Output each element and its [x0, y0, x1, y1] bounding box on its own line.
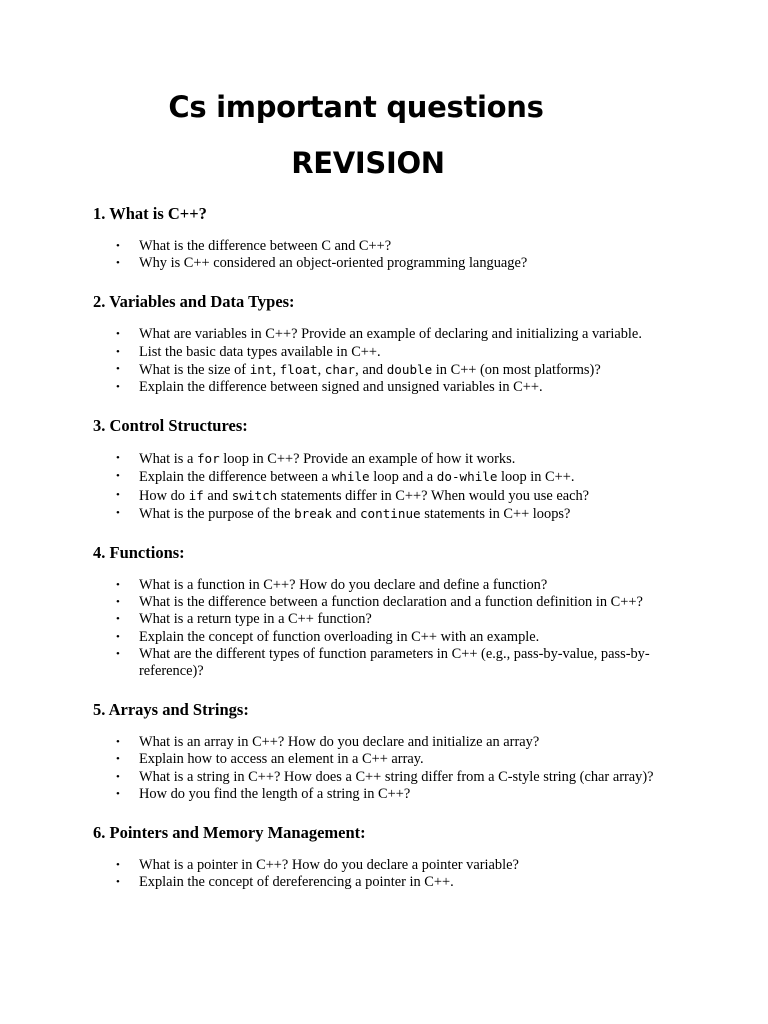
list-item: [93, 611, 669, 628]
item-text: What is the difference between a function declaration and a function definition in C++?: [139, 594, 643, 611]
question-section: [93, 823, 683, 911]
list-item: [93, 734, 669, 751]
list-item: [93, 487, 669, 505]
item-text: What is the size of: [139, 361, 250, 378]
item-text: List the basic data types available in C++.: [139, 343, 381, 360]
item-text: Why is C++ considered an object-oriented programming language?: [139, 255, 528, 272]
bullet-icon: •: [116, 630, 120, 643]
item-text: How do: [139, 487, 189, 504]
list-item: [93, 874, 669, 891]
list-item: [93, 769, 669, 786]
bullet-icon: •: [116, 647, 120, 660]
list-item: [93, 646, 669, 680]
bullet-icon: •: [116, 787, 120, 800]
bullet-icon: •: [116, 328, 120, 341]
questions-content: [93, 204, 683, 911]
item-text: , and: [355, 361, 387, 378]
inline-code: char: [324, 361, 356, 377]
question-list: [93, 436, 683, 543]
item-text: loop and a: [369, 469, 437, 486]
bullet-icon: •: [116, 240, 120, 252]
item-text: and: [331, 505, 360, 522]
item-text: What is the purpose of the: [139, 505, 295, 522]
inline-code: float: [279, 361, 318, 377]
question-section: [93, 416, 683, 543]
section-heading: 1. What is C++?: [93, 204, 207, 223]
list-item: [93, 786, 669, 803]
bullet-icon: •: [116, 257, 120, 270]
inline-code: if: [188, 487, 204, 503]
question-section: [93, 543, 683, 700]
list-item: [93, 468, 669, 486]
bullet-icon: •: [116, 362, 120, 375]
item-text: What is an array in C++? How do you declare and initialize an array?: [139, 734, 540, 751]
question-section: [93, 292, 683, 416]
inline-code: switch: [231, 487, 278, 503]
section-heading: 3. Control Structures:: [93, 416, 248, 436]
bullet-icon: •: [116, 381, 120, 394]
bullet-icon: •: [116, 470, 120, 483]
question-list: [93, 312, 683, 416]
item-text: Explain the concept of dereferencing a pointer in C++.: [139, 874, 454, 891]
list-item: [93, 344, 669, 361]
bullet-icon: •: [116, 596, 120, 609]
bullet-icon: •: [116, 736, 120, 749]
inline-code: for: [196, 451, 220, 467]
item-text: in C++ (on most platforms)?: [432, 361, 601, 378]
bullet-icon: •: [116, 506, 120, 519]
list-item: [93, 629, 669, 646]
item-text: What is a: [139, 451, 197, 468]
question-section: [93, 204, 683, 292]
bullet-icon: •: [116, 345, 120, 358]
bullet-icon: •: [116, 770, 120, 783]
item-text: What is the difference between C and C++?: [139, 238, 392, 254]
section-heading: 6. Pointers and Memory Management:: [93, 823, 366, 843]
bullet-icon: •: [116, 859, 120, 872]
item-text: statements differ in C++? When would you use each?: [277, 487, 590, 504]
item-text: Explain the difference between a: [139, 469, 332, 486]
inline-code: double: [386, 361, 433, 377]
inline-code: int: [249, 361, 273, 377]
bullet-icon: •: [116, 488, 120, 501]
list-item: [93, 379, 669, 396]
bullet-icon: •: [116, 579, 120, 592]
question-list: [93, 563, 683, 700]
item-text: What are variables in C++? Provide an example of declaring and initializing a variable.: [139, 326, 642, 343]
list-item: [93, 238, 669, 255]
item-text: What is a string in C++? How does a C++ string differ from a C-style string (char array)?: [139, 768, 654, 785]
question-section: [93, 700, 683, 823]
item-text: ,: [272, 361, 280, 378]
list-item: [93, 577, 669, 594]
list-item: [93, 505, 669, 523]
question-list: [93, 720, 683, 823]
question-list: [93, 843, 683, 911]
item-text: loop in C++.: [497, 469, 575, 486]
item-text: Explain the concept of function overloading in C++ with an example.: [139, 628, 540, 645]
item-text: statements in C++ loops?: [420, 505, 571, 522]
list-item: [93, 594, 669, 611]
section-heading: 5. Arrays and Strings:: [93, 700, 249, 720]
item-text: Explain the difference between signed and unsigned variables in C++.: [139, 379, 543, 396]
inline-code: break: [294, 505, 332, 521]
item-text: ,: [317, 361, 325, 378]
item-text: What are the different types of function parameters in C++ (e.g., pass-by-value, pass-by-reference)?: [139, 645, 650, 680]
page-subtitle: REVISION: [291, 146, 445, 180]
list-item: [93, 857, 669, 874]
bullet-icon: •: [116, 613, 120, 626]
item-text: Explain how to access an element in a C++ array.: [139, 751, 424, 768]
item-text: What is a return type in a C++ function?: [139, 611, 372, 628]
section-heading: 4. Functions:: [93, 543, 185, 563]
bullet-icon: •: [116, 876, 120, 889]
item-text: What is a pointer in C++? How do you declare a pointer variable?: [139, 857, 519, 874]
section-heading: 2. Variables and Data Types:: [93, 292, 295, 312]
list-item: [93, 326, 669, 343]
list-item: [93, 450, 669, 468]
bullet-icon: •: [116, 452, 120, 465]
list-item: [93, 361, 669, 379]
item-text: loop in C++? Provide an example of how it works.: [219, 451, 516, 468]
inline-code: continue: [359, 505, 421, 521]
question-list: [93, 224, 683, 292]
inline-code: do-while: [436, 469, 498, 485]
bullet-icon: •: [116, 753, 120, 766]
item-text: How do you find the length of a string in C++?: [139, 785, 411, 802]
page-title: Cs important questions: [168, 90, 544, 124]
item-text: What is a function in C++? How do you declare and define a function?: [139, 577, 548, 594]
item-text: and: [203, 487, 232, 504]
inline-code: while: [331, 469, 370, 485]
list-item: [93, 751, 669, 768]
list-item: [93, 255, 669, 272]
